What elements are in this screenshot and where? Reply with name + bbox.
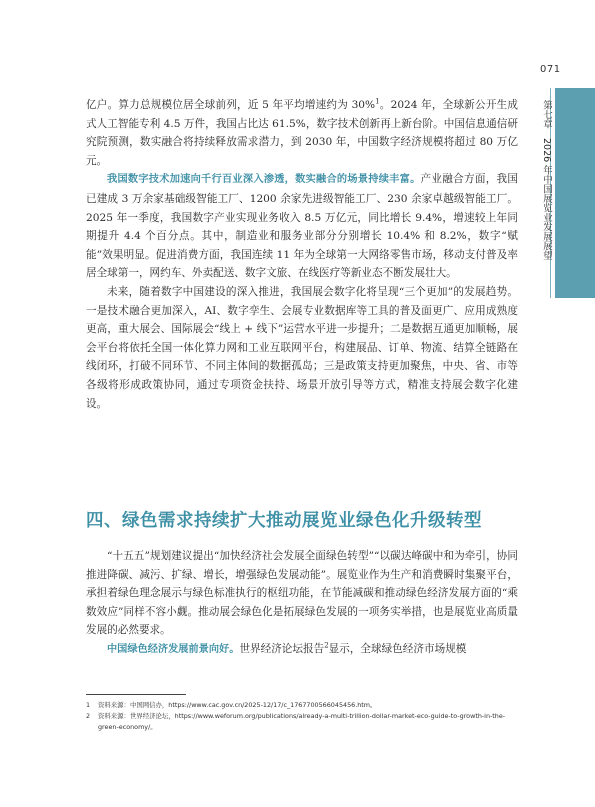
- paragraph-2-text: 产业融合方面，我国已建成 3 万余家基础级智能工厂、1200 余家先进级智能工厂、230 余家卓越级智能工厂。2025 年一季度，我国数字产业实现业务收入 8.5 万亿元，同比增长 9.4%，增速较上年同期提升 4.4 个百分点。其中，制造业和服务业部分分别增长 10.4% 和 8.2%，数字“赋能”效果明显。促进消费方面，我国连续 11 年为全球第一大网络零售市场，移动支付普及率居全球第一，网约车、外卖配送、数字文旅、在线医疗等新业态不断发展壮大。: [86, 173, 519, 280]
- footnote-2-number: 2: [86, 712, 91, 720]
- footnote-ref-2: 2: [324, 641, 329, 650]
- footnotes: [86, 700, 518, 733]
- paragraph-4: “十五五”规划建议提出“加快经济社会发展全面绿色转型”“以碳达峰碳中和为牵引，协同推进降碳、减污、扩绿、增长，增强绿色发展动能”。展览业作为生产和消费瞬时集聚平台，承担着绿色理念展示与绿色标准执行的枢纽功能，在节能减碳和推动绿色经济发展方面的“乘数效应”同样不容小觑。推动展会绿色化是拓展绿色发展的一项务实举措，也是展览业高质量发展的必然要求。: [86, 550, 518, 637]
- chapter-side-tab: [555, 88, 595, 298]
- footnote-2-text: 资料来源：世界经济论坛，https://www.weforum.org/publications/already-a-multi-trillion-dollar-market-eco-guide-to-growth-in-the-green-economy/。: [98, 712, 506, 731]
- paragraph-5: [86, 640, 518, 660]
- page-number: 071: [540, 64, 561, 75]
- paragraph-2-highlight: 我国数字技术加速向千行百业深入渗透，数实融合的场景持续丰富。: [107, 174, 421, 186]
- paragraph-5-text-a: 世界经济论坛报告: [239, 642, 325, 655]
- footnote-divider: [86, 694, 186, 695]
- paragraph-3: 未来，随着数字中国建设的深入推进，我国展会数字化将呈现“三个更加”的发展趋势。一是技术融合更加深入，AI、数字孪生、会展专业数据库等工具的普及面更广、应用成熟度更高，重大展会、国际展会“线上 + 线下”运营水平进一步提升；二是数据互通更加顺畅，展会平台将依托全国一体化算力网和工业互联网平台，构建展品、订单、物流、结算全链路在线闭环，打破不同环节、不同主体间的数据孤岛；三是政策支持更加聚焦，中央、省、市等各级将形成政策协同，通过专项资金扶持、场景开放引导等方式，精准支持展会数字化建设。: [86, 285, 518, 410]
- footnote-1: [86, 700, 518, 711]
- footnote-2: [86, 711, 518, 733]
- paragraph-5-highlight: 中国绿色经济发展前景向好。: [107, 643, 240, 655]
- chapter-side-title: 第七章 2026 年中国展览业发展展望: [541, 100, 552, 261]
- paragraph-1: [86, 96, 518, 170]
- paragraph-1-text-a: 亿户。算力总规模位居全球前列，近 5 年平均增速约为 30%: [86, 99, 376, 111]
- footnote-ref-1: 1: [375, 97, 380, 106]
- section-body: [86, 96, 518, 413]
- paragraph-2: [86, 170, 518, 283]
- footnote-1-number: 1: [86, 701, 91, 709]
- paragraph-1-text-b: 。2024 年，全球新公开生成式人工智能专利 4.5 万件，我国占比达 61.5%，数字技术创新再上新台阶。中国信息通信研究院预测，数实融合将持续释放需求潜力，到 2030 年，中国数字经济规模将超过 80 万亿元。: [86, 99, 519, 167]
- section-heading: 四、绿色需求持续扩大推动展览业绿色化升级转型: [86, 511, 482, 531]
- paragraph-5-text-b: 显示，全球绿色经济市场规模: [328, 642, 467, 655]
- footnote-1-text: 资料来源：中国网信办，https://www.cac.gov.cn/2025-12/17/c_1767700566045456.htm。: [98, 701, 377, 709]
- section-2-body: [86, 547, 518, 660]
